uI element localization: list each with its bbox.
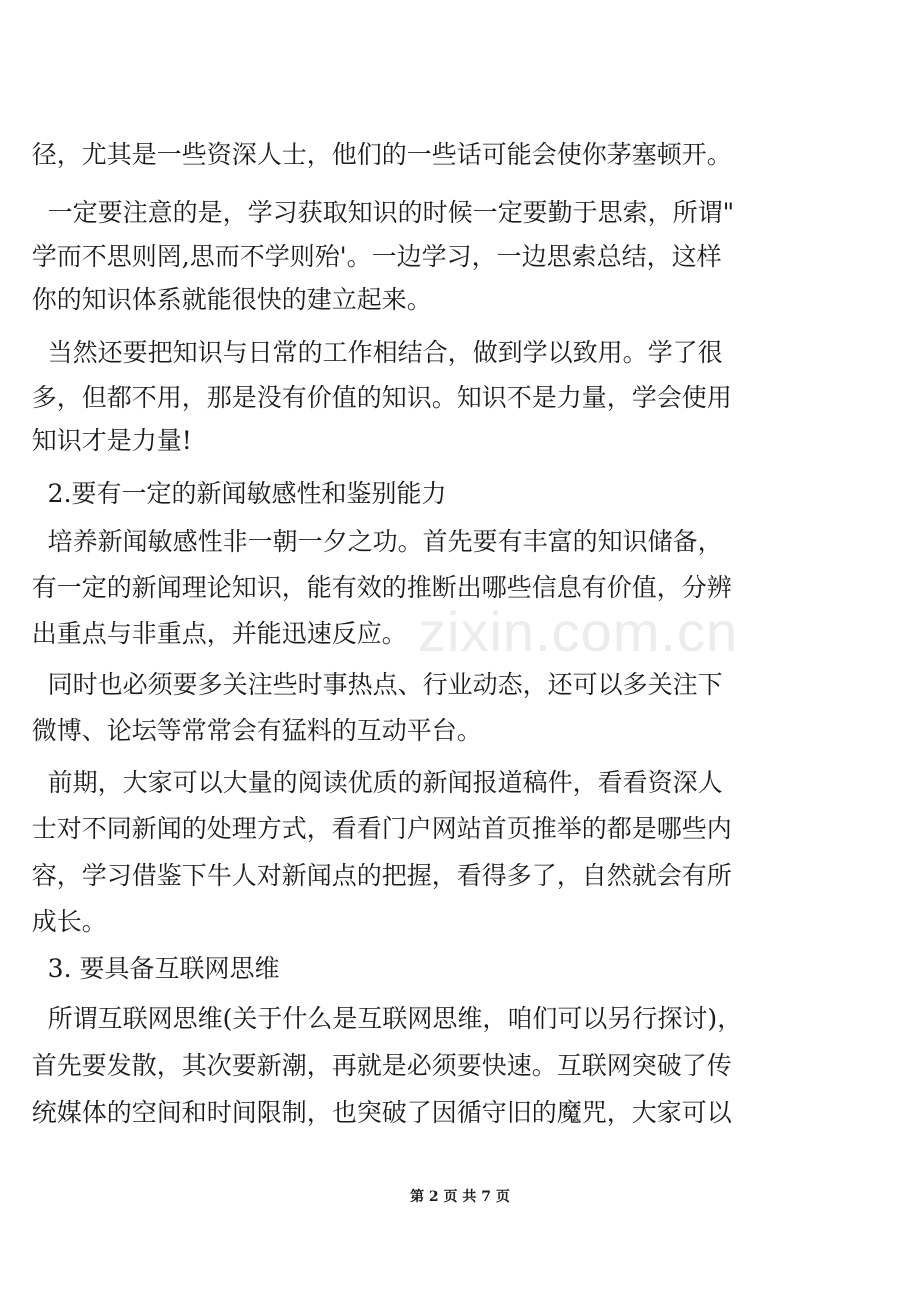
- watermark: zixin.com.cn: [418, 600, 739, 663]
- paragraph-line: 前期，大家可以大量的阅读优质的新闻报道稿件，看看资深人: [0, 768, 723, 797]
- paragraph-line: 学而不思则罔,思而不学则殆'。一边学习，一边思索总结，这样: [0, 242, 722, 271]
- paragraph-line: 成长。: [0, 907, 107, 936]
- paragraph-line: 所谓互联网思维(关于什么是互联网思维，咱们可以另行探讨)，: [0, 1004, 743, 1033]
- paragraph-line: 知识才是力量!: [0, 426, 192, 455]
- section-heading: 3. 要具备互联网思维: [0, 954, 280, 983]
- paragraph-line: 微博、论坛等常常会有猛料的互动平台。: [0, 716, 482, 745]
- paragraph-line: 径，尤其是一些资深人士，他们的一些话可能会使你茅塞顿开。: [0, 140, 732, 169]
- paragraph-line: 士对不同新闻的处理方式，看看门户网站首页推举的都是哪些内: [0, 814, 732, 843]
- paragraph-line: 同时也必须要多关注些时事热点、行业动态，还可以多关注下: [0, 670, 723, 699]
- paragraph-line: 多，但都不用，那是没有价值的知识。知识不是力量，学会使用: [0, 383, 732, 412]
- section-heading: 2.要有一定的新闻敏感性和鉴别能力: [0, 479, 447, 508]
- page-number-footer: 第 2 页 共 7 页: [410, 1189, 510, 1205]
- paragraph-line: 当然还要把知识与日常的工作相结合，做到学以致用。学了很: [0, 338, 723, 367]
- paragraph-line: 一定要注意的是，学习获取知识的时候一定要勤于思索，所谓": [0, 198, 735, 227]
- paragraph-line: 统媒体的空间和时间限制，也突破了因循守旧的魔咒，大家可以: [0, 1098, 732, 1127]
- paragraph-line: 首先要发散，其次要新潮，再就是必须要快速。互联网突破了传: [0, 1051, 732, 1080]
- paragraph-line: 培养新闻敏感性非一朝一夕之功。首先要有丰富的知识储备，: [0, 527, 723, 556]
- paragraph-line: 你的知识体系就能很快的建立起来。: [0, 285, 432, 314]
- paragraph-line: 容，学习借鉴下牛人对新闻点的把握，看得多了，自然就会有所: [0, 861, 732, 890]
- paragraph-line: 出重点与非重点，并能迅速反应。: [0, 619, 407, 648]
- paragraph-line: 有一定的新闻理论知识，能有效的推断出哪些信息有价值，分辨: [0, 573, 732, 602]
